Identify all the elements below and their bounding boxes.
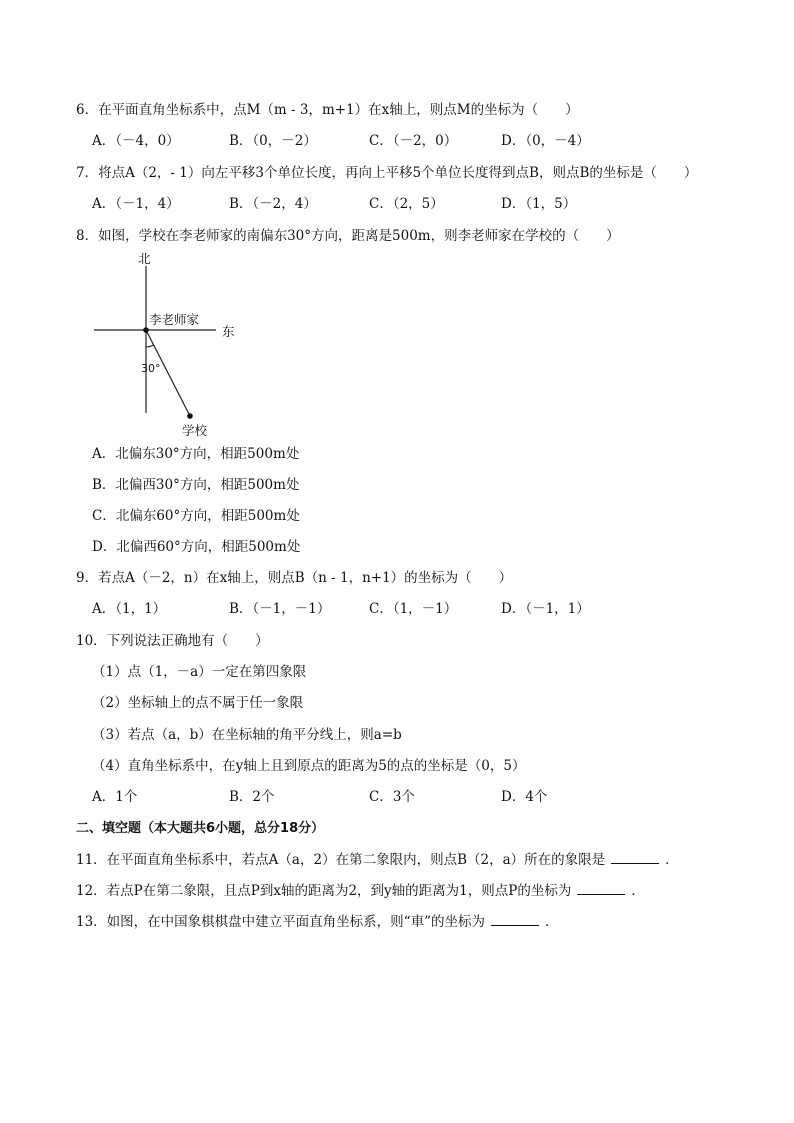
question-12-end: ．: [631, 883, 645, 899]
option-a[interactable]: A．（－1，4）: [92, 196, 180, 212]
option-b[interactable]: B．2个: [229, 789, 275, 805]
answer-blank[interactable]: [577, 882, 625, 895]
compass-direction-figure: [86, 246, 256, 442]
question-9-stem: 9．若点A（－2，n）在x轴上，则点B（n - 1，n+1）的坐标为（ ）: [76, 570, 513, 586]
question-13-end: ．: [544, 914, 559, 930]
angle-label: 30°: [141, 362, 161, 375]
option-c[interactable]: C．（2，5）: [369, 196, 444, 212]
question-8-option-c[interactable]: C．北偏东60°方向，相距500m处: [92, 508, 300, 524]
question-11-end: ．: [665, 852, 679, 868]
option-a[interactable]: A．（1，1）: [92, 601, 167, 617]
question-12-stem: 12．若点P在第二象限，且点P到x轴的距离为2，到y轴的距离为1，则点P的坐标为: [76, 883, 572, 899]
option-c[interactable]: C．3个: [369, 789, 415, 805]
option-d[interactable]: D．（－1，1）: [501, 601, 590, 617]
answer-blank[interactable]: [491, 913, 539, 926]
question-8-stem: 8．如图，学校在李老师家的南偏东30°方向，距离是500m，则李老师家在学校的（ ）: [76, 228, 620, 244]
question-7-stem: 7．将点A（2，- 1）向左平移3个单位长度，再向上平移5个单位长度得到点B，则点B的坐标是（ ）: [76, 165, 698, 181]
option-b[interactable]: B．（0，－2）: [229, 133, 317, 149]
option-a[interactable]: A．（－4，0）: [92, 133, 180, 149]
option-d[interactable]: D．4个: [501, 789, 548, 805]
option-d[interactable]: D．（0，－4）: [501, 133, 590, 149]
question-11-stem: 11．在平面直角坐标系中，若点A（a，2）在第二象限内，则点B（2，a）所在的象限是: [76, 852, 606, 868]
option-c[interactable]: C．（1，－1）: [369, 601, 458, 617]
home-point: [143, 327, 149, 333]
question-12: [76, 882, 645, 900]
school-label: 学校: [182, 423, 208, 438]
question-8-option-d[interactable]: D．北偏西60°方向，相距500m处: [92, 539, 301, 555]
question-10-stem: 10．下列说法正确地有（ ）: [76, 633, 269, 649]
statement-2: （2）坐标轴上的点不属于任一象限: [92, 695, 304, 711]
north-label: 北: [138, 251, 151, 266]
option-c[interactable]: C．（－2，0）: [369, 133, 458, 149]
question-8-option-b[interactable]: B．北偏西30°方向，相距500m处: [92, 477, 300, 493]
question-8-option-a[interactable]: A．北偏东30°方向，相距500m处: [92, 446, 300, 462]
option-b[interactable]: B．（－1，－1）: [229, 601, 331, 617]
question-13: [76, 913, 558, 931]
statement-1: （1）点（1，－a）一定在第四象限: [92, 664, 307, 680]
option-a[interactable]: A．1个: [92, 789, 138, 805]
question-11: [76, 851, 679, 869]
home-label: 李老师家: [149, 312, 200, 327]
section-title-fill-in: 二、填空题（本大题共6小题，总分18分）: [76, 821, 325, 836]
option-d[interactable]: D．（1，5）: [501, 196, 577, 212]
statement-4: （4）直角坐标系中，在y轴上且到原点的距离为5的点的坐标是（0，5）: [92, 758, 526, 774]
option-b[interactable]: B．（－2，4）: [229, 196, 317, 212]
school-point: [187, 413, 193, 419]
east-label: 东: [222, 324, 235, 339]
angle-arc: [146, 345, 154, 347]
question-6-stem: 6．在平面直角坐标系中，点M（m - 3，m+1）在x轴上，则点M的坐标为（ ）: [76, 102, 579, 118]
question-13-stem: 13．如图，在中国象棋棋盘中建立平面直角坐标系，则“車”的坐标为: [76, 914, 485, 930]
statement-3: （3）若点（a，b）在坐标轴的角平分线上，则a=b: [92, 727, 402, 743]
answer-blank[interactable]: [611, 851, 659, 864]
